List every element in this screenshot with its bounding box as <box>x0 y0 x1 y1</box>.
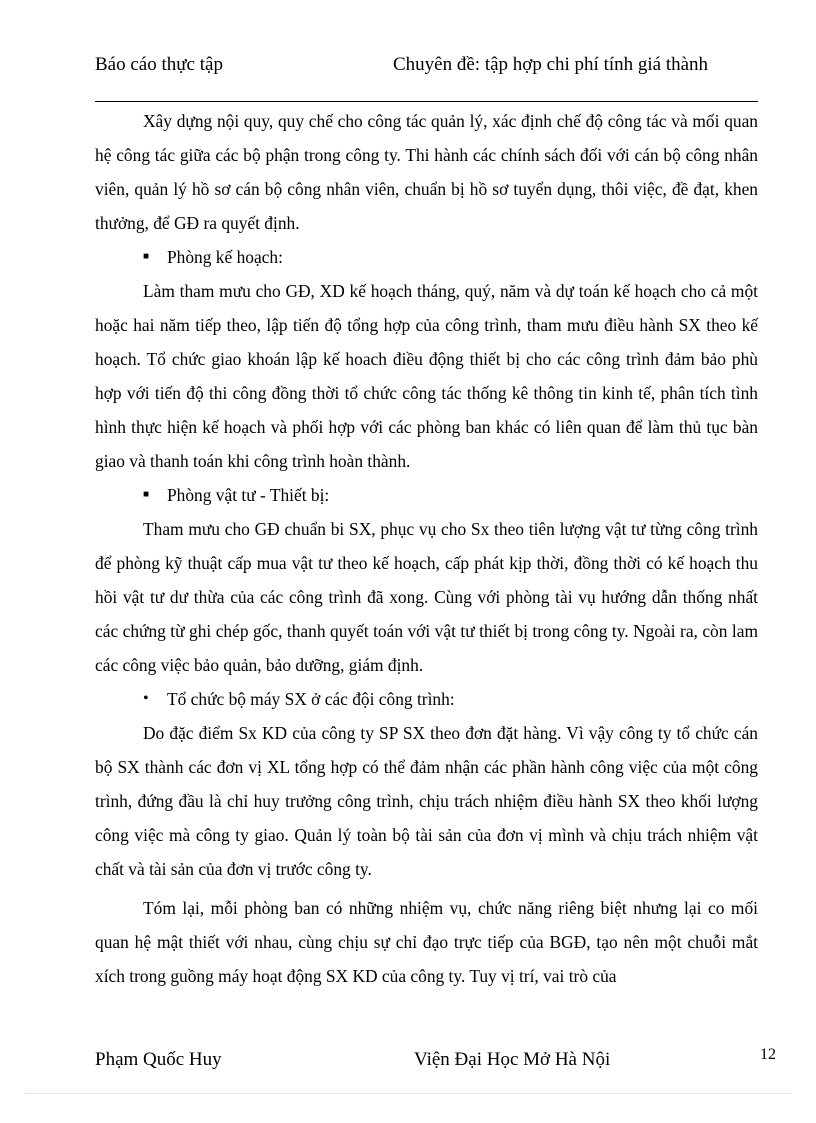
paragraph-5: Tóm lại, mỗi phòng ban có những nhiệm vụ, chức năng riêng biệt nhưng lại co mối quan hệ mật thiết với nhau, cùng chịu sự chỉ đạo trực tiếp của BGĐ, tạo nên một chuỗi mắt xích trong guồng máy hoạt động SX KD của công ty. Tuy vị trí, vai trò của <box>95 898 758 986</box>
bullet-label: Phòng vật tư - Thiết bị: <box>167 485 330 505</box>
square-bullet-icon: ■ <box>143 251 150 262</box>
square-bullet-icon: ■ <box>143 489 150 500</box>
bullet-item-vat-tu <box>95 478 758 512</box>
bullet-item-to-chuc <box>95 682 758 716</box>
round-bullet-icon: • <box>143 690 149 707</box>
paragraph-4: Do đặc điểm Sx KD của công ty SP SX theo đơn đặt hàng. Vì vậy công ty tổ chức cán bộ SX thành các đơn vị XL tổng hợp có thể đảm nhận các phần hành công việc của một công trình, đứng đầu là chỉ huy trưởng công trình, chịu trách nhiệm điều hành SX theo khối lượng công việc mà công ty giao. Quản lý toàn bộ tài sản của đơn vị mình và chịu trách nhiệm vật chất và tài sản của đơn vị trước công ty. <box>95 723 758 879</box>
bullet-label: Tổ chức bộ máy SX ở các đội công trình: <box>167 689 455 709</box>
bullet-label: Phòng kế hoạch: <box>167 247 283 267</box>
footer-institution: Viện Đại Học Mở Hà Nội <box>414 1049 611 1070</box>
footer-author: Phạm Quốc Huy <box>95 1049 222 1070</box>
header-report-title: Báo cáo thực tập <box>95 54 223 75</box>
bullet-item-ke-hoach <box>95 240 758 274</box>
paragraph-1: Xây dựng nội quy, quy chế cho công tác quản lý, xác định chế độ công tác và mối quan hệ công tác giữa các bộ phận trong công ty. Thi hành các chính sách đối với cán bộ công nhân viên, quản lý hồ sơ cán bộ công nhân viên, chuẩn bị hồ sơ tuyển dụng, thôi việc, đề đạt, khen thưởng, để GĐ ra quyết định. <box>95 111 758 233</box>
paragraph-3: Tham mưu cho GĐ chuẩn bi SX, phục vụ cho Sx theo tiên lượng vật tư từng công trình để phòng kỹ thuật cấp mua vật tư theo kế hoạch, cấp phát kịp thời, đồng thời có kế hoạch thu hồi vật tư dư thừa của các công trình đã xong. Cùng với phòng tài vụ hướng dẫn thống nhất các chứng từ ghi chép gốc, thanh quyết toán với vật tư thiết bị trong công ty. Ngoài ra, còn lam các công việc bảo quản, bảo dưỡng, giám định. <box>95 519 758 675</box>
header-divider <box>95 101 758 102</box>
page-body <box>95 104 758 993</box>
header-topic: Chuyên đề: tập hợp chi phí tính giá thành <box>393 54 709 75</box>
page-bottom-border <box>25 1093 791 1094</box>
page-number: 12 <box>760 1046 776 1063</box>
paragraph-2: Làm tham mưu cho GĐ, XD kế hoạch tháng, quý, năm và dự toán kế hoạch cho cả một hoặc hai năm tiếp theo, lập tiến độ tổng hợp của công trình, tham mưu điều hành SX theo kế hoạch. Tổ chức giao khoán lập kế hoach điều động thiết bị cho các công trình đảm bảo phù hợp với tiến độ thi công đồng thời tổ chức công tác thống kê thông tin kinh tế, phân tích tình hình thực hiện kế hoạch và phối hợp với các phòng ban khác có liên quan để làm thủ tục bàn giao và thanh toán khi công trình hoàn thành. <box>95 281 758 471</box>
